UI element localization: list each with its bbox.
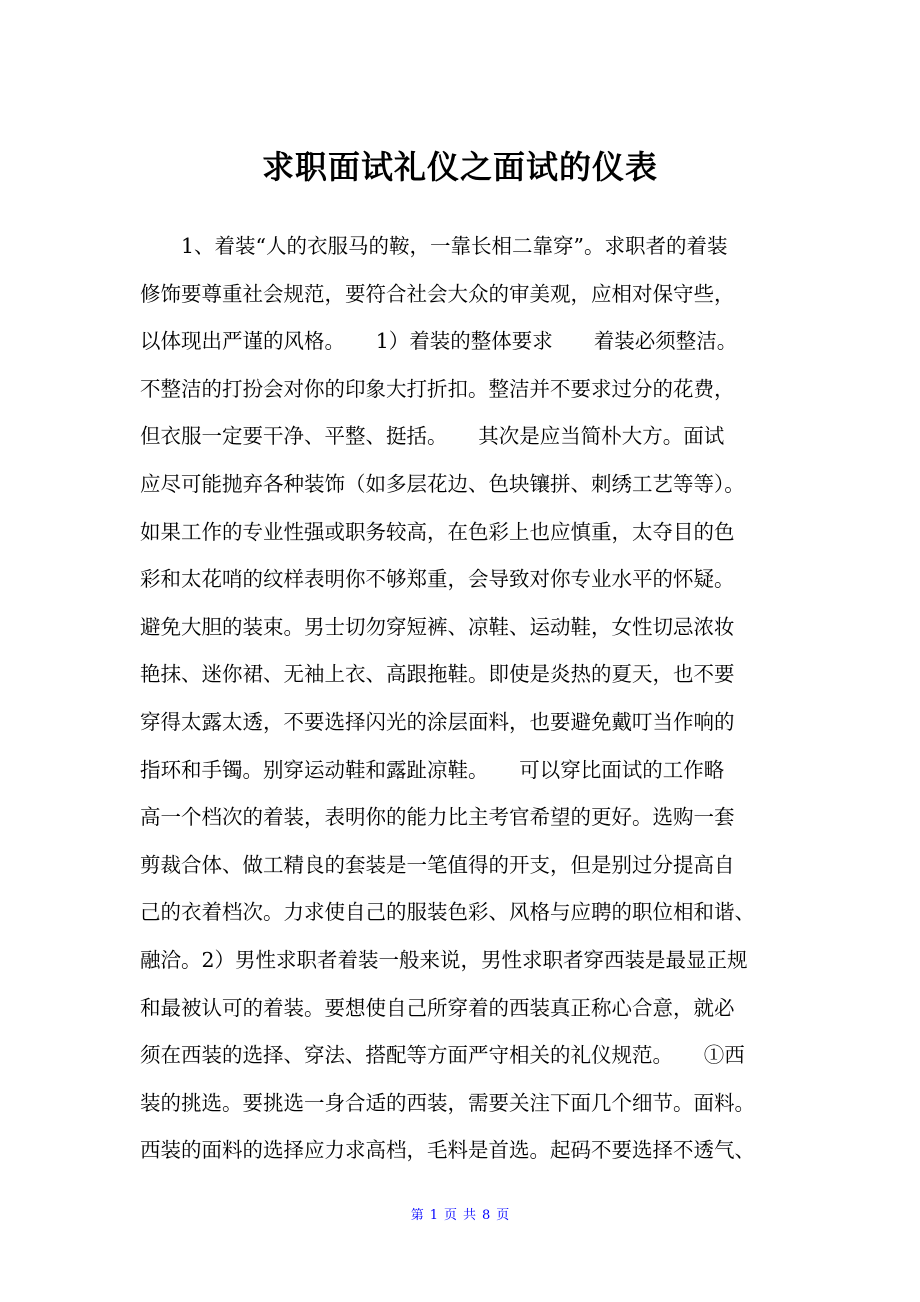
text-line: 己的衣着档次。力求使自己的服装色彩、风格与应聘的职位相和谐、 (140, 900, 755, 925)
page-label-prefix: 第 (410, 1208, 424, 1223)
text-line: 如果工作的专业性强或职务较高，在色彩上也应慎重，太夺目的色 (140, 519, 735, 544)
text-line: 不整洁的打扮会对你的印象大打折扣。整洁并不要求过分的花费， (140, 376, 735, 401)
text-line: 高一个档次的着装，表明你的能力比主考官希望的更好。选购一套 (140, 805, 735, 830)
text-line: 指环和手镯。别穿运动鞋和露趾凉鞋。 可以穿比面试的工作略 (140, 757, 725, 782)
text-line: 但衣服一定要干净、平整、挺括。 其次是应当简朴大方。面试 (140, 424, 725, 449)
page-footer (0, 1206, 920, 1226)
text-line: 1、着装“人的衣服马的鞍，一靠长相二靠穿”。求职者的着装 (140, 234, 728, 258)
text-line: 修饰要尊重社会规范，要符合社会大众的审美观，应相对保守些， (140, 281, 735, 306)
page-label-mid: 页 (443, 1208, 457, 1223)
current-page-number: 1 (429, 1208, 438, 1223)
document-body (140, 223, 780, 1175)
text-line: 穿得太露太透，不要选择闪光的涂层面料，也要避免戴叮当作响的 (140, 709, 735, 734)
text-line: 西装的面料的选择应力求高档，毛料是首选。起码不要选择不透气、 (140, 1138, 755, 1163)
page-label-total-prefix: 共 (463, 1208, 477, 1223)
text-line: 融洽。2）男性求职者着装一般来说，男性求职者穿西装是最显正规 (140, 947, 748, 972)
text-line: 须在西装的选择、穿法、搭配等方面严守相关的礼仪规范。 ①西 (140, 1043, 745, 1068)
text-line: 避免大胆的装束。男士切勿穿短裤、凉鞋、运动鞋，女性切忌浓妆 (140, 614, 735, 639)
text-line: 和最被认可的着装。要想使自己所穿着的西装真正称心合意，就必 (140, 995, 735, 1020)
page-label-suffix: 页 (496, 1208, 510, 1223)
text-line: 彩和太花哨的纹样表明你不够郑重，会导致对你专业水平的怀疑。 (140, 567, 735, 592)
page-title: 求职面试礼仪之面试的仪表 (261, 148, 658, 186)
total-pages-number: 8 (482, 1208, 491, 1223)
text-line: 以体现出严谨的风格。 1）着装的整体要求 着装必须整洁。 (140, 329, 738, 354)
text-line: 装的挑选。要挑选一身合适的西装，需要关注下面几个细节。面料。 (140, 1090, 755, 1115)
text-line: 艳抹、迷你裙、无袖上衣、高跟拖鞋。即使是炎热的夏天，也不要 (140, 662, 735, 687)
text-line: 剪裁合体、做工精良的套装是一笔值得的开支，但是别过分提高自 (140, 852, 735, 877)
text-line: 应尽可能抛弃各种装饰（如多层花边、色块镶拼、刺绣工艺等等）。 (140, 471, 745, 496)
